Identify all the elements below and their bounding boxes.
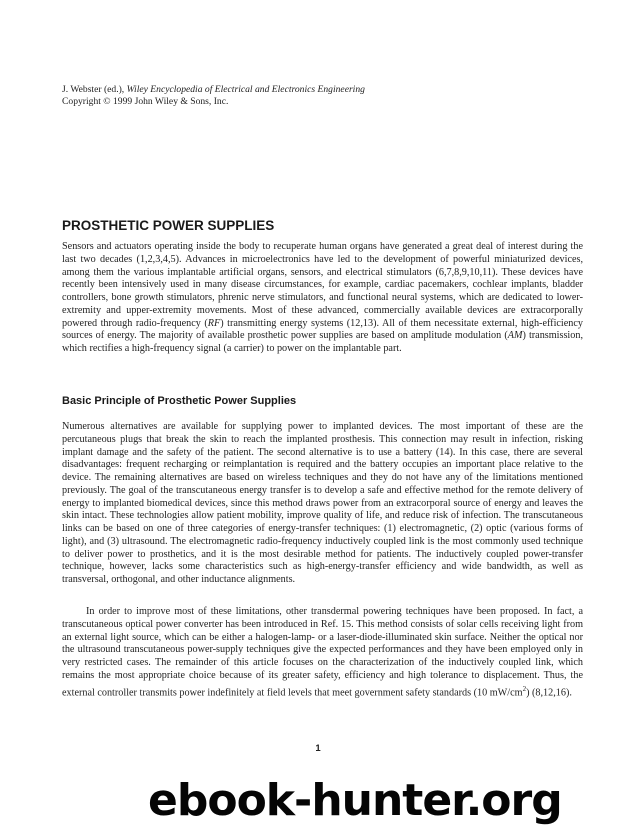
encyclopedia-title: Wiley Encyclopedia of Electrical and Electronics Engineering xyxy=(126,84,365,95)
article-title: PROSTHETIC POWER SUPPLIES xyxy=(62,218,275,233)
para3-text-b: ) (8,12,16). xyxy=(526,686,572,698)
para3-text-a: In order to improve most of these limitations, other transdermal powering techniques have been proposed. In fact, a transcutaneous optical power converter has been introduced in Ref. 15. This method consists of solar cells receiving light from an external light source, which can be either a halogen-lamp- or a laser-diode-illuminated skin surface. Neither the optical nor the ultrasound transcutaneous power-supply techniques give the expected performances and they have been employed only in very restricted cases. The remainder of this article focuses on the characterization of the inductively coupled link, which remains the most appropriate choice because of its greater safety, efficiency and high tolerance to displacement. Thus, the external controller transmits power indefinitely at field levels that meet government safety standards (10 mW/cm xyxy=(62,606,583,698)
intro-text-a: Sensors and actuators operating inside the body to recuperate human organs have generated a great deal of interest during the last two decades (1,2,3,4,5). Advances in microelectronics have led to the development of powerful miniaturized devices, among them the various implantable artificial organs, sensors, and electrical stimulators (6,7,8,9,10,11). These devices have recently been intensively used in many disease circumstances, for example, cardiac pacemakers, cochlear implants, bladder controllers, bone growth stimulators, phrenic nerve stimulators, and functional neural systems, which are dedicated to lower-extremity and upper-extremity movements. Most of these advanced, commercially available devices are extracorporally powered through radio-frequency ( xyxy=(62,241,583,329)
copyright-line: Copyright © 1999 John Wiley & Sons, Inc. xyxy=(62,96,229,107)
body-paragraph-1: Numerous alternatives are available for supplying power to implanted devices. The most important of these are the percutaneous plugs that break the skin to reach the implanted prosthesis. This connection may result in infection, risking implant damage and the safety of the patient. The second alternative is to use a battery (14). In this case, there are several disadvantages: frequent recharging or reimplantation is required and the battery occupies an important place relative to the device. The remaining alternatives are based on wireless techniques and they do not have any of the limitations mentioned previously. The goal of the transcutaneous energy transfer is to develop a safe and effective method for the remote delivery of energy to implanted biomedical devices, since this method draws power from an extracorporal source of energy and leaves the skin intact. These technologies allow patient mobility, improve quality of life, and reduce risk of infection. The transcutaneous links can be based on one of three categories of energy-transfer techniques: (1) electromagnetic, (2) optic (various forms of light), and (3) ultrasound. The electromagnetic radio-frequency inductively coupled link is the most commonly used technique to deliver power to prosthetics, and it is the most desirable method for patients. The inductively coupled power-transfer technique, however, lacks some characteristics such as high-energy-transfer efficiency and wide bandwidth, as well as transversal, orthogonal, and other inductance alignments. xyxy=(62,421,583,585)
citation-header xyxy=(62,84,582,108)
citation-line xyxy=(62,84,582,96)
citation-editor: J. Webster (ed.), xyxy=(62,84,127,95)
body-paragraph-2 xyxy=(62,606,583,700)
watermark-text: ebook-hunter.org xyxy=(148,775,562,826)
intro-paragraph xyxy=(62,241,583,356)
superscript: 2 xyxy=(522,684,527,693)
intro-text-c: ) transmission, which rectifies a high-frequency signal (a carrier) to power on the implantable part. xyxy=(62,330,583,354)
section-heading: Basic Principle of Prosthetic Power Supplies xyxy=(62,395,297,407)
intro-am-abbrev: AM xyxy=(507,330,523,342)
intro-rf-abbrev: RF xyxy=(207,317,221,329)
page-number: 1 xyxy=(315,743,321,754)
intro-text-b: ) transmitting energy systems (12,13). All of them necessitate external, high-efficiency sources of energy. The majority of available prosthetic power supplies are based on amplitude modulation ( xyxy=(62,317,583,342)
